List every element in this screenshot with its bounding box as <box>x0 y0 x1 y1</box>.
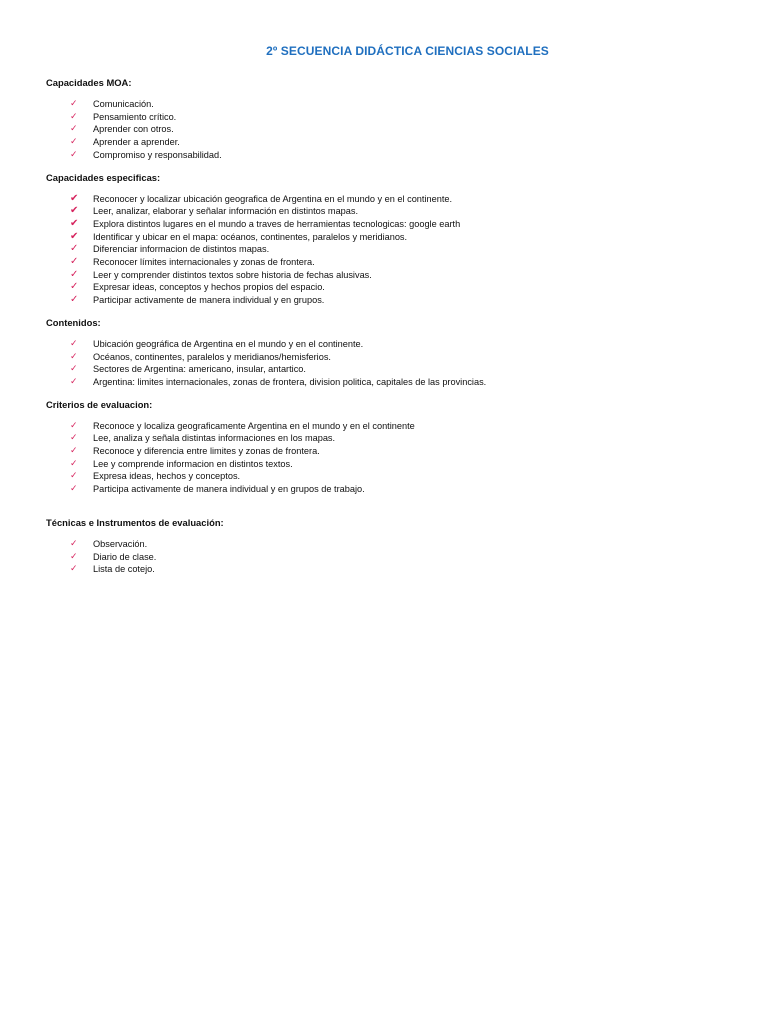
list-item <box>46 563 768 576</box>
list-item <box>46 470 768 483</box>
list-item <box>46 458 768 471</box>
checkmark-icon: ✓ <box>70 351 78 362</box>
checklist <box>46 538 768 576</box>
checkmark-icon: ✓ <box>70 111 78 122</box>
section-criterios-evaluacion <box>46 398 768 496</box>
list-item-text: Participar activamente de manera individual y en grupos. <box>93 295 325 306</box>
checkmark-icon: ✓ <box>70 281 79 293</box>
checkmark-icon: ✓ <box>70 243 79 255</box>
section-tecnicas-instrumentos <box>46 516 768 576</box>
checklist <box>46 338 768 389</box>
checkmark-icon: ✔ <box>70 192 79 204</box>
list-item <box>46 445 768 458</box>
list-item-text: Diario de clase. <box>93 551 157 562</box>
checklist <box>46 193 768 307</box>
list-item <box>46 338 768 351</box>
list-item <box>46 483 768 496</box>
checkmark-icon: ✓ <box>70 137 78 148</box>
list-item-text: Participa activamente de manera individual y en grupos de trabajo. <box>93 484 365 495</box>
section-heading: Criterios de evaluacion: <box>46 398 153 410</box>
section-contenidos <box>46 316 768 389</box>
list-item <box>46 420 768 433</box>
list-item <box>46 256 768 269</box>
list-item <box>46 193 768 206</box>
list-item <box>46 218 768 231</box>
checkmark-icon: ✓ <box>70 149 78 160</box>
list-item <box>46 281 768 294</box>
checkmark-icon: ✓ <box>70 564 78 575</box>
list-item-text: Explora distintos lugares en el mundo a traves de herramientas tecnologicas: google earth <box>93 218 461 229</box>
section-heading: Contenidos: <box>46 316 101 328</box>
list-item-text: Diferenciar informacion de distintos mapas. <box>93 244 270 255</box>
checkmark-icon: ✓ <box>70 124 78 135</box>
checkmark-icon: ✓ <box>70 338 78 349</box>
list-item <box>46 231 768 244</box>
list-item <box>46 432 768 445</box>
section-heading: Capacidades especificas: <box>46 171 161 183</box>
list-item-text: Observación. <box>93 538 148 549</box>
list-item-text: Ubicación geográfica de Argentina en el mundo y en el continente. <box>93 338 364 349</box>
checkmark-icon: ✓ <box>70 99 78 109</box>
checklist <box>46 98 768 162</box>
checkmark-icon: ✓ <box>70 484 78 495</box>
list-item-text: Océanos, continentes, paralelos y meridianos/hemisferios. <box>93 351 331 362</box>
list-item <box>46 111 768 124</box>
list-item-text: Expresa ideas, hechos y conceptos. <box>93 471 241 482</box>
list-item <box>46 351 768 364</box>
list-item-text: Reconocer y localizar ubicación geografica de Argentina en el mundo y en el continente. <box>93 193 453 204</box>
checkmark-icon: ✓ <box>70 458 78 469</box>
checkmark-icon: ✔ <box>70 205 79 217</box>
checkmark-icon: ✓ <box>70 420 78 431</box>
checkmark-icon: ✓ <box>70 551 78 562</box>
list-item-text: Aprender a aprender. <box>93 137 180 148</box>
spacer <box>0 505 768 516</box>
section-heading: Técnicas e Instrumentos de evaluación: <box>46 516 224 528</box>
checkmark-icon: ✓ <box>70 256 79 268</box>
list-item <box>46 243 768 256</box>
list-item <box>46 269 768 282</box>
list-item <box>46 294 768 307</box>
list-item <box>46 123 768 136</box>
list-item-text: Expresar ideas, conceptos y hechos propios del espacio. <box>93 282 325 293</box>
list-item-text: Identificar y ubicar en el mapa: océanos, continentes, paralelos y meridianos. <box>93 231 408 242</box>
list-item-text: Leer, analizar, elaborar y señalar información en distintos mapas. <box>93 206 359 217</box>
list-item <box>46 363 768 376</box>
list-item <box>46 376 768 389</box>
document-title: 2º SECUENCIA DIDÁCTICA CIENCIAS SOCIALES <box>266 44 549 58</box>
checkmark-icon: ✓ <box>70 376 78 387</box>
checkmark-icon: ✓ <box>70 268 79 280</box>
list-item <box>46 538 768 551</box>
checkmark-icon: ✓ <box>70 446 78 457</box>
list-item-text: Lee, analiza y señala distintas informaciones en los mapas. <box>93 433 336 444</box>
list-item <box>46 136 768 149</box>
list-item <box>46 98 768 111</box>
list-item-text: Aprender con otros. <box>93 124 174 135</box>
checkmark-icon: ✓ <box>70 294 79 306</box>
checkmark-icon: ✔ <box>70 230 79 242</box>
list-item <box>46 551 768 564</box>
list-item-text: Pensamiento crítico. <box>93 111 177 122</box>
list-item-text: Lee y comprende informacion en distintos textos. <box>93 458 293 469</box>
checkmark-icon: ✓ <box>70 433 78 444</box>
list-item-text: Reconoce y diferencia entre limites y zonas de frontera. <box>93 446 320 457</box>
section-capacidades-especificas <box>46 171 768 307</box>
list-item <box>46 149 768 162</box>
checkmark-icon: ✔ <box>70 217 79 229</box>
section-capacidades-moa <box>46 76 768 162</box>
list-item-text: Leer y comprender distintos textos sobre historia de fechas alusivas. <box>93 269 372 280</box>
list-item-text: Reconoce y localiza geograficamente Argentina en el mundo y en el continente <box>93 420 415 431</box>
section-heading: Capacidades MOA: <box>46 77 132 88</box>
checkmark-icon: ✓ <box>70 364 78 375</box>
list-item-text: Argentina: limites internacionales, zonas de frontera, division politica, capitales de las provincias. <box>93 376 487 387</box>
checkmark-icon: ✓ <box>70 538 78 549</box>
list-item-text: Comunicación. <box>93 99 154 109</box>
list-item-text: Compromiso y responsabilidad. <box>93 149 222 160</box>
list-item-text: Lista de cotejo. <box>93 564 155 575</box>
list-item <box>46 205 768 218</box>
list-item-text: Sectores de Argentina: americano, insular, antartico. <box>93 364 306 375</box>
list-item-text: Reconocer límites internacionales y zonas de frontera. <box>93 257 315 268</box>
checklist <box>46 420 768 496</box>
checkmark-icon: ✓ <box>70 471 78 482</box>
